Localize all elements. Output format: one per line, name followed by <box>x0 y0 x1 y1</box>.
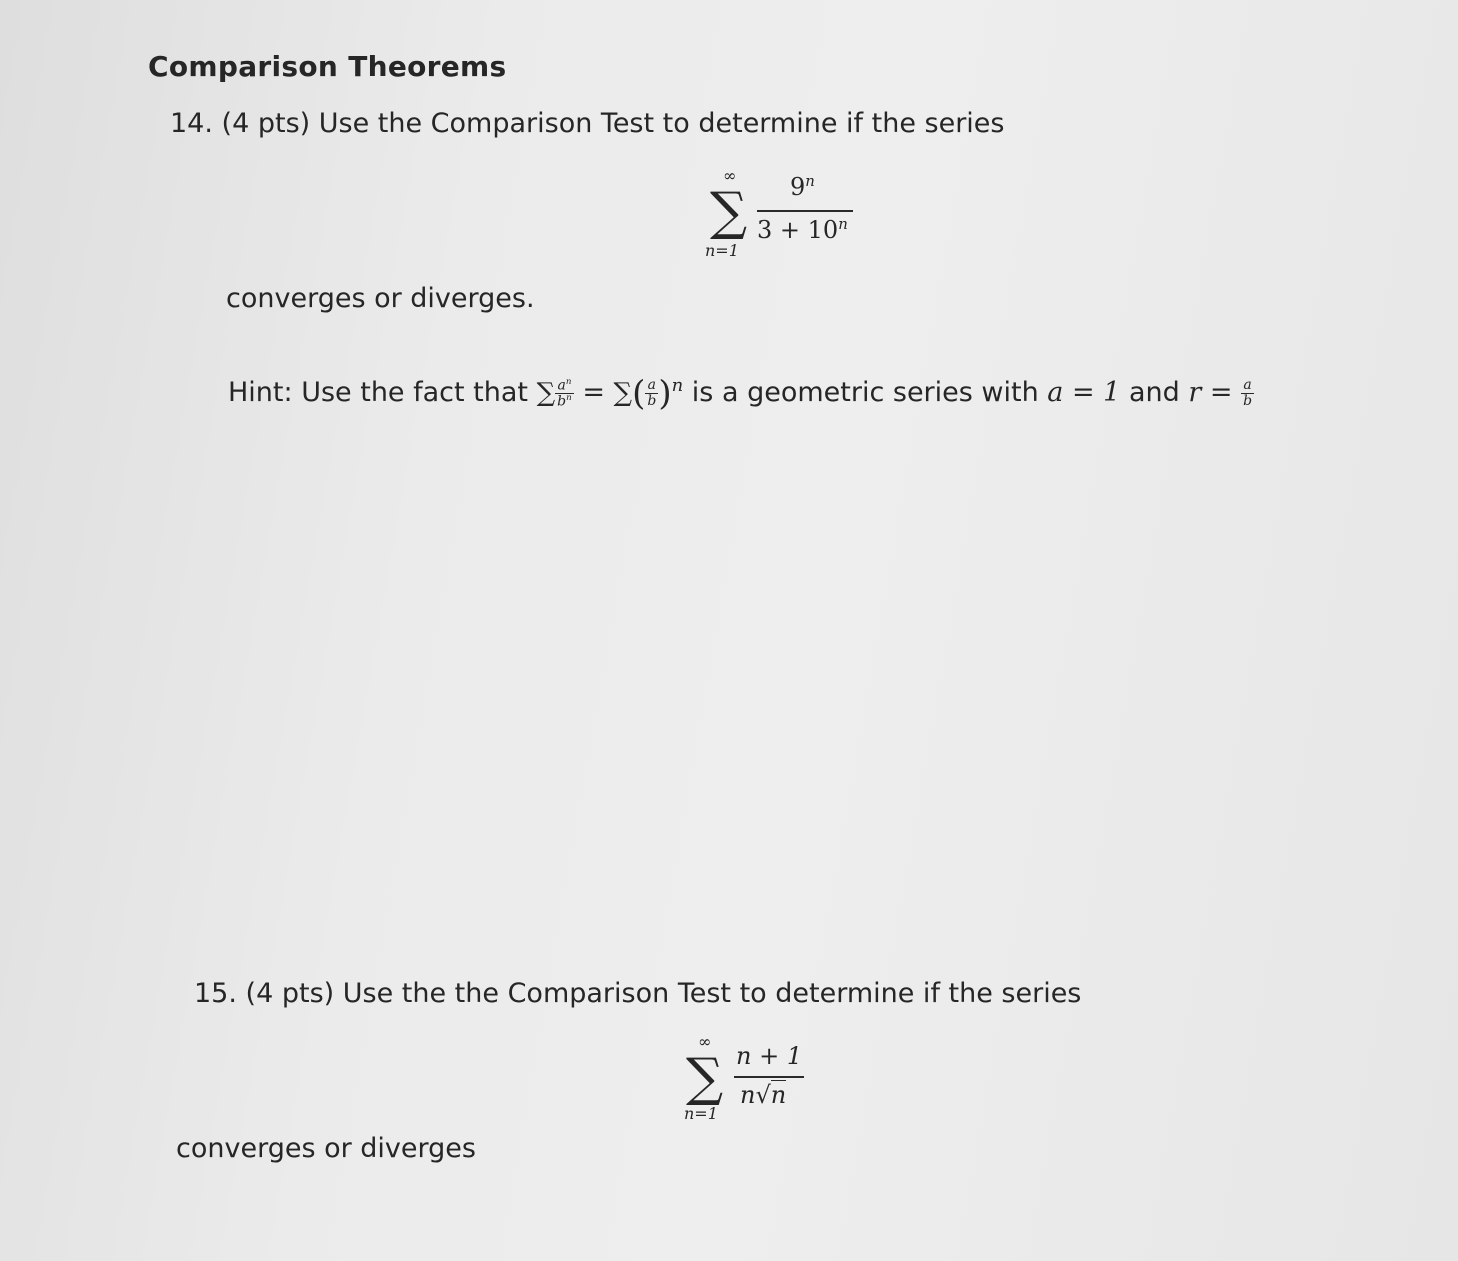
hint-and: and <box>1128 377 1180 408</box>
q15-fraction-bar <box>734 1076 804 1078</box>
q14-den-const: 3 + 10 <box>757 216 839 244</box>
q14-number: 14. <box>170 108 213 139</box>
q15-lower-limit: n=1 <box>684 1104 718 1123</box>
q15-den-n: n <box>740 1081 756 1109</box>
q15-denominator: n√n <box>740 1081 787 1109</box>
q15-line <box>194 978 1081 1009</box>
hint-frac-a-b: $\frac{a}{b}$ <box>647 377 657 409</box>
q14-denominator <box>757 215 848 244</box>
hint-text-middle: is a geometric series with <box>691 377 1039 408</box>
q14-points: (4 pts) <box>221 108 311 139</box>
hint-frac-an-bn: $\frac{a^n}{b^n}$ <box>557 376 572 410</box>
q14-num-base: 9 <box>790 173 806 201</box>
q15-upper-limit: ∞ <box>698 1032 712 1051</box>
q14-hint: Hint: Use the fact that ∑ $\frac{a^n}{b^n}$ = ∑( $\frac{a}{b}$ )$^n$ is a geometric series with a = 1 and r = $\frac{a}{b}$ <box>228 373 1253 414</box>
q14-series <box>700 160 870 270</box>
q14-prompt: Use the Comparison Test to determine if the series <box>318 108 1005 139</box>
q15-points: (4 pts) <box>245 978 335 1009</box>
q15-series <box>680 1030 820 1130</box>
hint-equals: = <box>582 377 605 408</box>
hint-text-before: Use the fact that <box>301 377 529 408</box>
hint-frac-r: $\frac{a}{b}$ <box>1243 377 1253 409</box>
hint-sigma-1: ∑ <box>536 378 556 408</box>
q14-numerator <box>790 172 815 201</box>
q15-number: 15. <box>194 978 237 1009</box>
q14-sigma: ∑ <box>710 182 748 242</box>
q14-fraction-bar <box>757 210 853 212</box>
q14-num-exp: n <box>805 172 815 190</box>
q15-tail: converges or diverges <box>176 1133 476 1164</box>
hint-sigma-2: ∑ <box>613 378 633 408</box>
hint-a-eq: a = 1 <box>1047 377 1121 408</box>
q14-upper-limit: ∞ <box>723 166 737 185</box>
q15-den-root: n <box>770 1081 787 1109</box>
q15-sigma: ∑ <box>686 1048 724 1108</box>
q14-tail: converges or diverges. <box>226 283 535 314</box>
q14-line <box>170 108 1004 139</box>
q15-prompt: Use the the Comparison Test to determine if the series <box>342 978 1082 1009</box>
hint-r-eq: r = <box>1188 377 1233 408</box>
section-title: Comparison Theorems <box>148 50 507 83</box>
q15-numerator: n + 1 <box>736 1042 803 1070</box>
hint-label: Hint: <box>228 377 293 408</box>
q14-lower-limit: n=1 <box>705 241 739 260</box>
q14-den-exp: n <box>838 215 848 233</box>
